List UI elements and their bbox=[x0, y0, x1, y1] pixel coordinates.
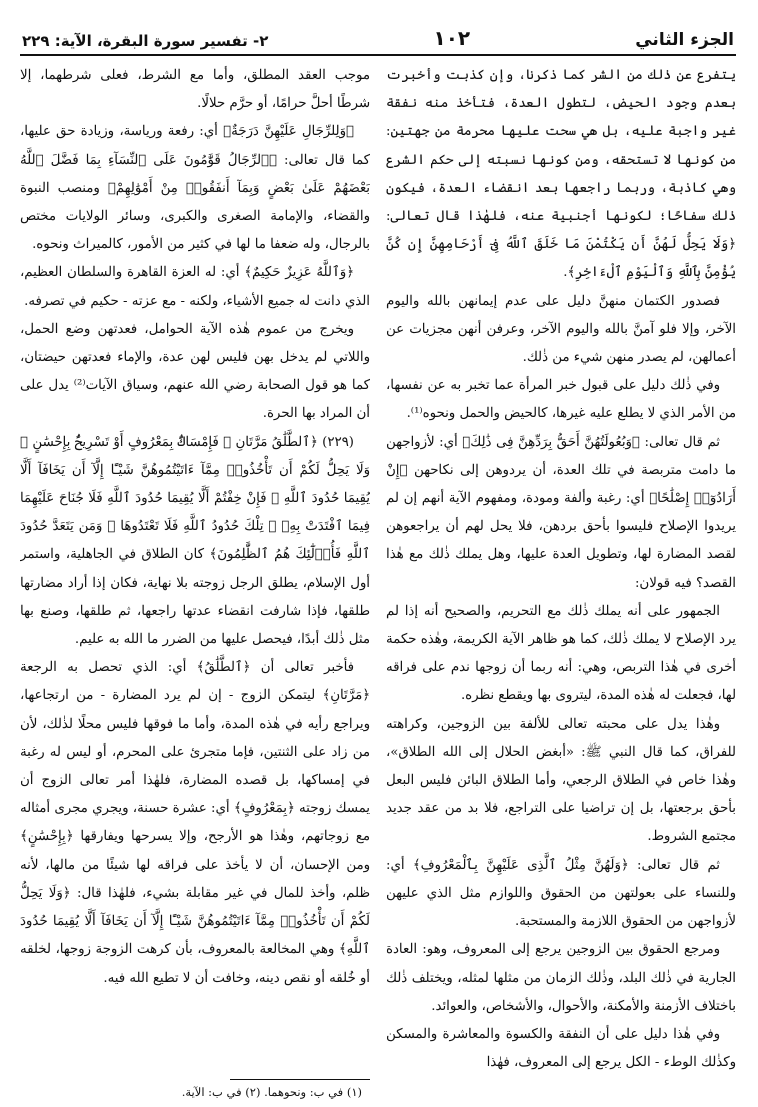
page-number: ١٠٢ bbox=[433, 26, 471, 50]
paragraph: ثم قال تعالى: ﴿وَبُعُولَتُهُنَّ أَحَقُّ بِرَدِّهِنَّ فِى ذَٰلِكَ﴾ أي: لأزواجهن ما دامت متربصة في تلك العدة، أن يردوهن إلى نكاحهن ﴿إِنْ أَرَادُوٓا۟ إِصْلَٰحًا﴾ أي: رغبة وألفة ومودة، ومفهوم الآية أنهم إن لم يريدوا الإصلاح فليسوا بأحق بردهن، فلا يحل لهم أن يراجعوهن لقصد المضارة لها، وتطويل العدة عليها، وهل يملك ذٰلك مع هٰذا القصد؟ فيه قولان: bbox=[386, 434, 736, 591]
paragraph: ويخرج من عموم هٰذه الآية الحوامل، فعدتهن وضع الحمل، واللاتي لم يدخل بهن فليس لهن عدة، والإماء فعدتهن حيضتان، كما هو قول الصحابة رضي الله عنهم، وسياق الآيات⁽²⁾ يدل على أن المراد بها الحرة. bbox=[20, 321, 370, 422]
paragraph: ﴿وَلِلرِّجَالِ عَلَيْهِنَّ دَرَجَةٌ﴾ أي: رفعة ورياسة، وزيادة حق عليها، كما قال تعالى: ﴿ٱلرِّجَالُ قَوَّٰمُونَ عَلَى ٱلنِّسَآءِ بِمَا فَضَّلَ ٱللَّهُ بَعْضَهُمْ عَلَىٰ بَعْضٍ وَبِمَآ أَنفَقُوا۟ مِنْ أَمْوَٰلِهِمْ﴾ ومنصب النبوة والقضاء، والإمامة الصغرى والكبرى، وسائر الولايات مختص بالرجال، وله ضعفا ما لها في كثير من الأمور، كالميراث ونحوه. bbox=[20, 124, 370, 253]
footnote-line: (١) في ب: ونحوهما. (٢) في ب: الآية. bbox=[181, 1085, 362, 1099]
part-label: الجزء الثاني bbox=[635, 30, 734, 50]
footnote-divider bbox=[230, 1079, 370, 1080]
left-column bbox=[20, 62, 370, 1102]
paragraph: وهٰذا يدل على محبته تعالى للألفة بين الزوجين، وكراهته للفراق، كما قال النبي ﷺ: «أبغض الحلال إلى الله الطلاق»، وهٰذا خاص في الطلاق الرجعي، وأما الطلاق البائن فليس البعل بأحق برجعتها، بل إن تراضيا على التراجع، فلا بد من عقد جديد مجتمع الشروط. bbox=[386, 716, 736, 845]
paragraph: وفي هٰذا دليل على أن النفقة والكسوة والمعاشرة والمسكن وكذٰلك الوطء - الكل يرجع إلى المعروف، فهٰذا bbox=[386, 1026, 736, 1071]
paragraph: وفي ذٰلك دليل على قبول خبر المرأة عما تخبر به عن نفسها، من الأمر الذي لا يطلع عليه غيرها، كالحيض والحمل ونحوه⁽¹⁾. bbox=[386, 378, 736, 422]
paragraph: فصدور الكتمان منهنَّ دليل على عدم إيمانهن بالله واليوم الآخر، وإلا فلو آمنَّ بالله واليوم الآخر، وعرفن أنهن مجزيات عن أعمالهن، لم يصدر منهن شيء من ذٰلك. bbox=[386, 293, 736, 366]
running-title: ٢- تفسير سورة البقرة، الآية: ٢٢٩ bbox=[22, 32, 269, 50]
paragraph: يتفرع عن ذٰلك من الشر كما ذكرنا، وإن كذبت وأخبرت بعدم وجود الحيض، لتطول العدة، فتأخذ منه نفقة غير واجبة عليه، بل هي سحت عليها محرمة من جهتين: من كونها لا تستحقه، ومن كونها نسبته إلى حكم الشرع وهي كاذبة، وربما راجعها بعد انقضاء العدة، فيكون ذٰلك سفاحًا؛ لكونها أجنبية عنه، فلهٰذا قال تعالى: ﴿وَلَا يَحِلُّ لَهُنَّ أَن يَكْتُمْنَ مَا خَلَقَ ٱللَّهُ فِىٓ أَرْحَامِهِنَّ إِن كُنَّ يُؤْمِنَّ بِٱللَّهِ وَٱلْيَوْمِ ٱلْءَاخِرِ﴾. bbox=[386, 68, 736, 281]
paragraph: ومرجع الحقوق بين الزوجين يرجع إلى المعروف، وهو: العادة الجارية في ذٰلك البلد، وذٰلك الزمان من مثلها لمثله، ويختلف ذٰلك باختلاف الأزمنة والأمكنة، والأحوال، والأشخاص، والعوائد. bbox=[386, 942, 736, 1014]
page-header bbox=[20, 8, 736, 56]
right-column bbox=[386, 62, 736, 1102]
text-columns bbox=[20, 62, 736, 1102]
paragraph: ﴿وَٱللَّهُ عَزِيزٌ حَكِيمٌ﴾ أي: له العزة القاهرة والسلطان العظيم، الذي دانت له جميع الأشياء، ولكنه - مع عزته - حكيم في تصرفه. bbox=[20, 265, 370, 309]
paragraph: الجمهور على أنه يملك ذٰلك مع التحريم، والصحيح أنه إذا لم يرد الإصلاح لا يملك ذٰلك، كما هو ظاهر الآية الكريمة، وهٰذه حكمة أخرى في هٰذا التربص، وهي: أنه ربما أن زوجها ندم على فراقه لها، فجعلت له هٰذه المدة، ليتروى بها ويقطع نظره. bbox=[386, 603, 736, 704]
paragraph: ثم قال تعالى: ﴿وَلَهُنَّ مِثْلُ ٱلَّذِى عَلَيْهِنَّ بِٱلْمَعْرُوفِ﴾ أي: وللنساء على بعولتهن من الحقوق واللوازم مثل الذي عليهن لأزواجهن من الحقوق اللازمة والمستحبة. bbox=[386, 857, 736, 930]
paragraph: موجب العقد المطلق، وأما مع الشرط، فعلى شرطهما، إلا شرطًا أحلَّ حرامًا، أو حرَّم حلالًا. bbox=[20, 68, 370, 112]
paragraph: فأخبر تعالى أن ﴿ٱلطَّلَٰقُ﴾ أي: الذي تحصل به الرجعة ﴿مَرَّتَانِ﴾ ليتمكن الزوج - إن لم يرد المضارة - من ارتجاعها، ويراجع رأيه في هٰذه المدة، وأما ما فوقها فليس محلًا لذٰلك، لأن من زاد على الثنتين، فإما متجرئ على المحرم، أو ليس له رغبة في إمساكها، بل قصده المضارة، فلهٰذا أمر تعالى الزوج أن يمسك زوجته ﴿بِمَعْرُوفٍ﴾ أي: عشرة حسنة، ويجري مجرى أمثاله مع زوجاتهم، وهٰذا هو الأرجح، وإلا يسرحها ويفارقها ﴿بِإِحْسَٰنٍ﴾ ومن الإحسان، أن لا يأخذ على فراقه لها شيئًا من مالها، لأنه ظلم، وأخذ للمال في غير مقابلة بشيء، فلهٰذا قال: ﴿وَلَا يَحِلُّ لَكُمْ أَن تَأْخُذُوا۟ مِمَّآ ءَاتَيْتُمُوهُنَّ شَيْـًٔا إِلَّآ أَن يَخَافَآ أَلَّا يُقِيمَا حُدُودَ ٱللَّهِ﴾ وهي المخالعة بالمعروف، بأن كرهت الزوجة زوجها، لخلقه أو خُلقه أو نقص دينه، وخافت أن لا تطيع الله فيه. bbox=[20, 660, 370, 986]
footnotes bbox=[20, 1079, 370, 1102]
paragraph: (٢٢٩) ﴿ٱلطَّلَٰقُ مَرَّتَانِ ۖ فَإِمْسَاكٌۢ بِمَعْرُوفٍ أَوْ تَسْرِيحٌۢ بِإِحْسَٰنٍ ۗ وَلَا يَحِلُّ لَكُمْ أَن تَأْخُذُوا۟ مِمَّآ ءَاتَيْتُمُوهُنَّ شَيْـًٔا إِلَّآ أَن يَخَافَآ أَلَّا يُقِيمَا حُدُودَ ٱللَّهِ ۖ فَإِنْ خِفْتُمْ أَلَّا يُقِيمَا حُدُودَ ٱللَّهِ فَلَا جُنَاحَ عَلَيْهِمَا فِيمَا ٱفْتَدَتْ بِهِۦ ۗ تِلْكَ حُدُودُ ٱللَّهِ فَلَا تَعْتَدُوهَا ۚ وَمَن يَتَعَدَّ حُدُودَ ٱللَّهِ فَأُو۟لَٰٓئِكَ هُمُ ٱلظَّٰلِمُونَ﴾ كان الطلاق في الجاهلية، واستمر أول الإسلام، يطلق الرجل زوجته بلا نهاية، فكان إذا أراد مضارتها طلقها، فإذا شارفت انقضاء عدتها راجعها، ثم طلقها، وصنع بها مثل ذٰلك أبدًا، فيحصل عليها من الضرر ما الله به عليم. bbox=[20, 434, 370, 648]
